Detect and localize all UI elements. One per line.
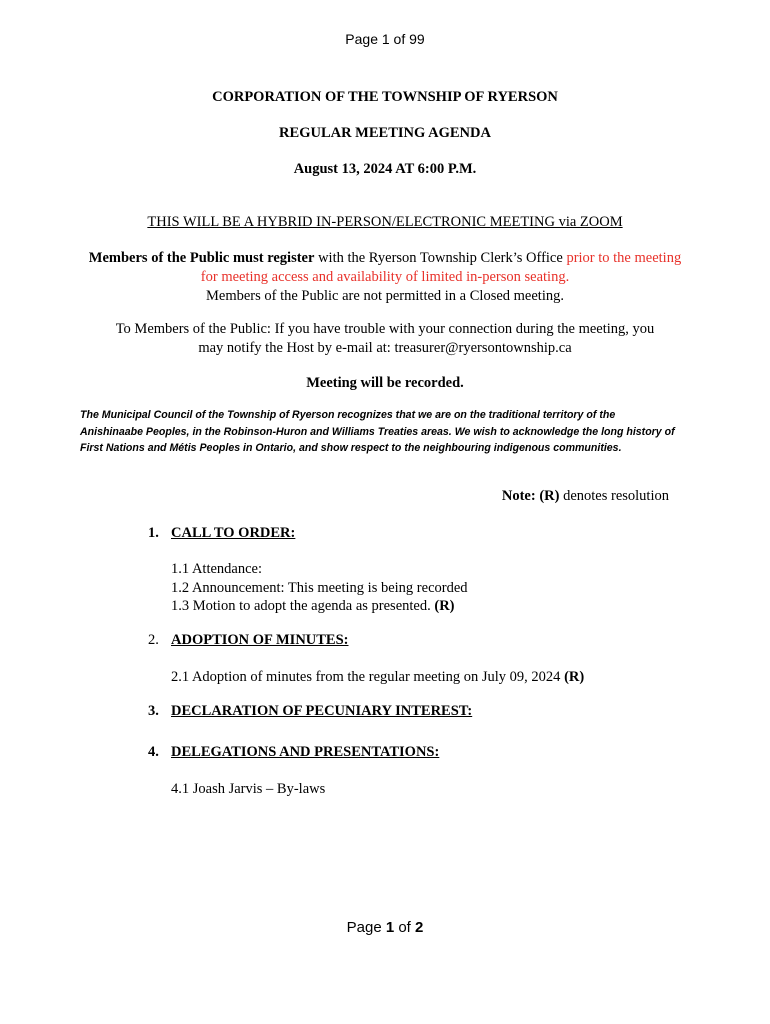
connection-trouble-notice <box>0 320 770 358</box>
subitem-text: 2.1 Adoption of minutes from the regular meeting on July 09, 2024 <box>171 669 565 685</box>
agenda-item-number: 1. <box>148 525 159 541</box>
land-acknowledgement: The Municipal Council of the Township of Ryerson recognizes that we are on the traditional territory of the Anishinaabe Peoples, in the Robinson-Huron and Williams Treaties areas. We wish to acknowledge the long history of First Nations and Métis Peoples in Ontario, and show respect to the neighbouring indigenous communities. <box>80 409 675 454</box>
agenda-item-number: 4. <box>148 744 159 760</box>
agenda-item-1 <box>148 525 295 542</box>
agenda-item-4 <box>148 744 439 761</box>
closed-meeting-note: Members of the Public are not permitted in a Closed meeting. <box>206 288 564 304</box>
agenda-item-2 <box>148 632 349 649</box>
resolution-marker: (R) <box>564 669 585 685</box>
agenda-item-3 <box>148 703 472 720</box>
resolution-marker: (R) <box>434 598 455 614</box>
registration-text: with the Ryerson Township Clerk’s Office <box>314 250 567 266</box>
subitem-delegation-joash-jarvis: 4.1 Joash Jarvis – By-laws <box>171 781 326 797</box>
agenda-item-title: ADOPTION OF MINUTES: <box>171 632 349 648</box>
agenda-item-title: DELEGATIONS AND PRESENTATIONS: <box>171 744 440 760</box>
agenda-item-1-subitems <box>171 560 468 616</box>
agenda-item-number: 3. <box>148 703 159 719</box>
hybrid-meeting-notice: THIS WILL BE A HYBRID IN-PERSON/ELECTRONIC MEETING via ZOOM <box>147 214 623 230</box>
note-marker: (R) <box>539 488 560 504</box>
subitem-text: 1.3 Motion to adopt the agenda as presented. <box>171 598 435 614</box>
of-word: of <box>394 919 416 936</box>
subitem-attendance: 1.1 Attendance: <box>171 561 263 577</box>
note-text: denotes resolution <box>559 488 669 504</box>
subitem-adoption-of-minutes <box>171 668 584 687</box>
subitem-motion-adopt-agenda <box>171 597 468 616</box>
agenda-item-number: 2. <box>148 632 159 648</box>
agenda-type-title: REGULAR MEETING AGENDA <box>279 125 491 141</box>
resolution-note <box>502 488 669 505</box>
registration-bold-lead: Members of the Public must register <box>88 250 315 266</box>
agenda-item-title: DECLARATION OF PECUNIARY INTEREST: <box>171 703 473 719</box>
trouble-notice-line1: To Members of the Public: If you have trouble with your connection during the meeting, you <box>115 321 655 337</box>
agenda-item-title: CALL TO ORDER: <box>171 525 296 541</box>
subitem-announcement: 1.2 Announcement: This meeting is being recorded <box>171 579 468 596</box>
current-page-number: 1 <box>385 919 395 936</box>
recorded-notice: Meeting will be recorded. <box>306 375 464 391</box>
registration-notice <box>85 249 685 306</box>
registration-red-text: prior to the meeting for meeting access and availability of limited in-person seating. <box>200 250 682 285</box>
note-label: Note: <box>501 488 536 504</box>
page-word: Page <box>346 919 386 936</box>
page-indicator-top: Page 1 of 99 <box>345 31 425 47</box>
trouble-notice-line2: may notify the Host by e-mail at: treasurer@ryersontownship.ca <box>198 340 572 356</box>
corporation-title: CORPORATION OF THE TOWNSHIP OF RYERSON <box>212 89 558 105</box>
meeting-date-time: August 13, 2024 AT 6:00 P.M. <box>293 161 477 177</box>
page-indicator-bottom <box>0 919 770 936</box>
total-page-number: 2 <box>415 919 424 936</box>
